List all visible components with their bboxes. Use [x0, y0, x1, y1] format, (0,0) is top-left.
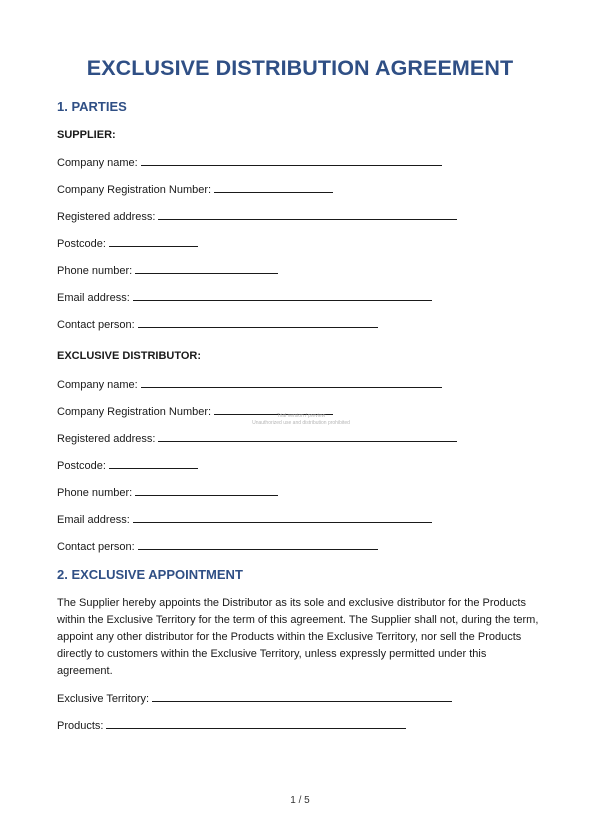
blank-line[interactable]: [158, 431, 457, 442]
blank-line[interactable]: [133, 512, 432, 523]
field-label: Company Registration Number:: [57, 406, 212, 418]
field-label: Phone number:: [57, 487, 133, 499]
field-label: Postcode:: [57, 238, 106, 250]
distributor-heading: EXCLUSIVE DISTRIBUTOR:: [57, 350, 202, 362]
blank-line[interactable]: [133, 290, 432, 301]
watermark-line: Unauthorized use and distribution prohibited: [252, 420, 350, 426]
field-label: Products:: [57, 720, 104, 732]
distributor-email-address-field[interactable]: [57, 512, 432, 527]
supplier-company-name-field[interactable]: [57, 155, 442, 170]
field-label: Registered address:: [57, 433, 156, 445]
supplier-contact-person-field[interactable]: [57, 317, 378, 332]
field-label: Exclusive Territory:: [57, 693, 150, 705]
field-label: Contact person:: [57, 541, 135, 553]
blank-line[interactable]: [138, 539, 378, 550]
watermark-line: Trial version / preview: [276, 413, 326, 419]
section-heading-exclusive-appointment: 2. EXCLUSIVE APPOINTMENT: [57, 567, 243, 582]
distributor-contact-person-field[interactable]: [57, 539, 378, 554]
blank-line[interactable]: [152, 691, 452, 702]
document-title: EXCLUSIVE DISTRIBUTION AGREEMENT: [86, 56, 514, 80]
supplier-postcode-field[interactable]: [57, 236, 198, 251]
blank-line[interactable]: [109, 458, 198, 469]
field-label: Company name:: [57, 157, 138, 169]
supplier-registration-number-field[interactable]: [57, 182, 333, 197]
field-label: Contact person:: [57, 319, 135, 331]
supplier-heading: SUPPLIER:: [57, 129, 116, 141]
distributor-company-name-field[interactable]: [57, 377, 442, 392]
section-heading-parties: 1. PARTIES: [57, 99, 127, 114]
blank-line[interactable]: [135, 263, 278, 274]
field-label: Company name:: [57, 379, 138, 391]
exclusive-territory-field[interactable]: [57, 691, 452, 706]
supplier-email-address-field[interactable]: [57, 290, 432, 305]
distributor-phone-number-field[interactable]: [57, 485, 278, 500]
field-label: Email address:: [57, 514, 130, 526]
blank-line[interactable]: [106, 718, 406, 729]
field-label: Email address:: [57, 292, 130, 304]
blank-line[interactable]: [135, 485, 278, 496]
blank-line[interactable]: [109, 236, 198, 247]
blank-line[interactable]: [138, 317, 378, 328]
page-number: 1 / 5: [290, 795, 310, 806]
products-field[interactable]: [57, 718, 406, 733]
supplier-registered-address-field[interactable]: [57, 209, 457, 224]
distributor-postcode-field[interactable]: [57, 458, 198, 473]
blank-line[interactable]: [214, 182, 333, 193]
field-label: Company Registration Number:: [57, 184, 212, 196]
field-label: Phone number:: [57, 265, 133, 277]
field-label: Registered address:: [57, 211, 156, 223]
blank-line[interactable]: [141, 377, 442, 388]
preview-watermark: [236, 413, 366, 427]
field-label: Postcode:: [57, 460, 106, 472]
distributor-registered-address-field[interactable]: [57, 431, 457, 446]
supplier-phone-number-field[interactable]: [57, 263, 278, 278]
appointment-paragraph: The Supplier hereby appoints the Distributor as its sole and exclusive distributor for the Products within the Exclusive Territory for the term of this agreement. The Supplier shall not, during the term, appoint any other distributor for the Products within the Exclusive Territory, nor sell the Products directly to customers within the Exclusive Territory, unless expressly permitted under this agreement.: [57, 597, 539, 677]
blank-line[interactable]: [158, 209, 457, 220]
blank-line[interactable]: [141, 155, 442, 166]
